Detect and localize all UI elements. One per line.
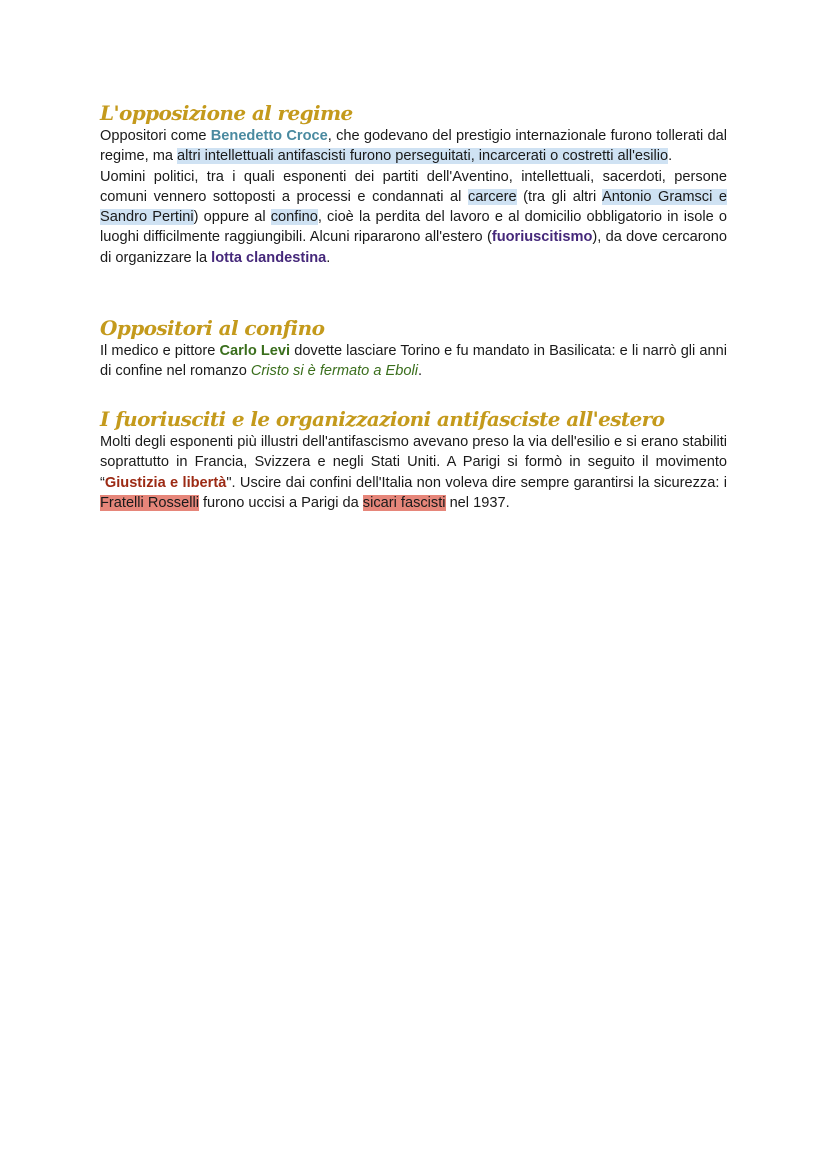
text: . <box>668 148 673 165</box>
highlighted-text: carcere <box>467 188 517 205</box>
highlighted-text: confino <box>270 209 318 226</box>
text: , cioè la perdita del lavoro e al domicilio obbligatorio in isole o luoghi difficilmente raggiungibili. Alcuni ripararono all'estero ( <box>100 209 727 246</box>
section-fuoriusciti <box>100 406 727 513</box>
paragraph <box>100 167 727 268</box>
section-opposizione <box>100 100 727 268</box>
text: . <box>417 363 423 380</box>
paragraph <box>100 432 727 513</box>
highlight-name: Carlo Levi <box>219 343 291 359</box>
text: ". Uscire dai confini dell'Italia non voleva dire sempre garantirsi la sicurezza: i <box>226 474 727 491</box>
section-heading: I fuoriusciti e le organizzazioni antifasciste all'estero <box>100 407 665 431</box>
text: ), da dove cercarono di organizzare la <box>100 229 727 266</box>
bold-term: lotta clandestina <box>211 249 327 266</box>
text: Molti degli esponenti più illustri dell'antifascismo avevano preso la via dell'esilio e si erano stabiliti soprattutto in Francia, Svizzera e negli Stati Uniti. A Parigi si formò in seguito il movimento “ <box>100 434 727 491</box>
text: , che godevano del prestigio internazionale furono tollerati dal regime, ma <box>100 128 728 165</box>
text: (tra gli altri <box>516 188 602 205</box>
section-heading: L'opposizione al regime <box>100 101 353 125</box>
book-title: Cristo si è fermato a Eboli <box>250 363 418 380</box>
text: nel 1937. <box>445 494 510 511</box>
paragraph <box>100 341 727 382</box>
text: Uomini politici, tra i quali esponenti dei partiti dell'Aventino, intellettuali, sacerdoti, persone comuni vennero sottoposti a processi e condannati al <box>100 168 727 205</box>
highlighted-text: sicari fascisti <box>362 494 446 511</box>
section-confino <box>100 315 727 382</box>
highlight-name: Benedetto Croce <box>210 128 328 144</box>
text: dovette lasciare Torino e fu mandato in Basilicata: e li narrò gli anni di confine nel romanzo <box>100 343 727 380</box>
highlighted-text: Antonio Gramsci e Sandro Pertini <box>100 188 728 226</box>
section-heading: Oppositori al confino <box>100 316 325 340</box>
text: furono uccisi a Parigi da <box>198 494 363 511</box>
paragraph <box>100 126 727 167</box>
text: . <box>326 249 331 266</box>
highlighted-text: altri intellettuali antifascisti furono perseguitati, incarcerati o costretti all'esilio <box>177 148 669 165</box>
text: ) oppure al <box>193 209 271 226</box>
text: Oppositori come <box>100 128 211 144</box>
highlighted-text: Fratelli Rosselli <box>100 494 199 511</box>
movement-name: Giustizia e libertà <box>104 474 227 491</box>
bold-term: fuoriuscitismo <box>491 229 593 246</box>
text: Il medico e pittore <box>100 343 220 359</box>
